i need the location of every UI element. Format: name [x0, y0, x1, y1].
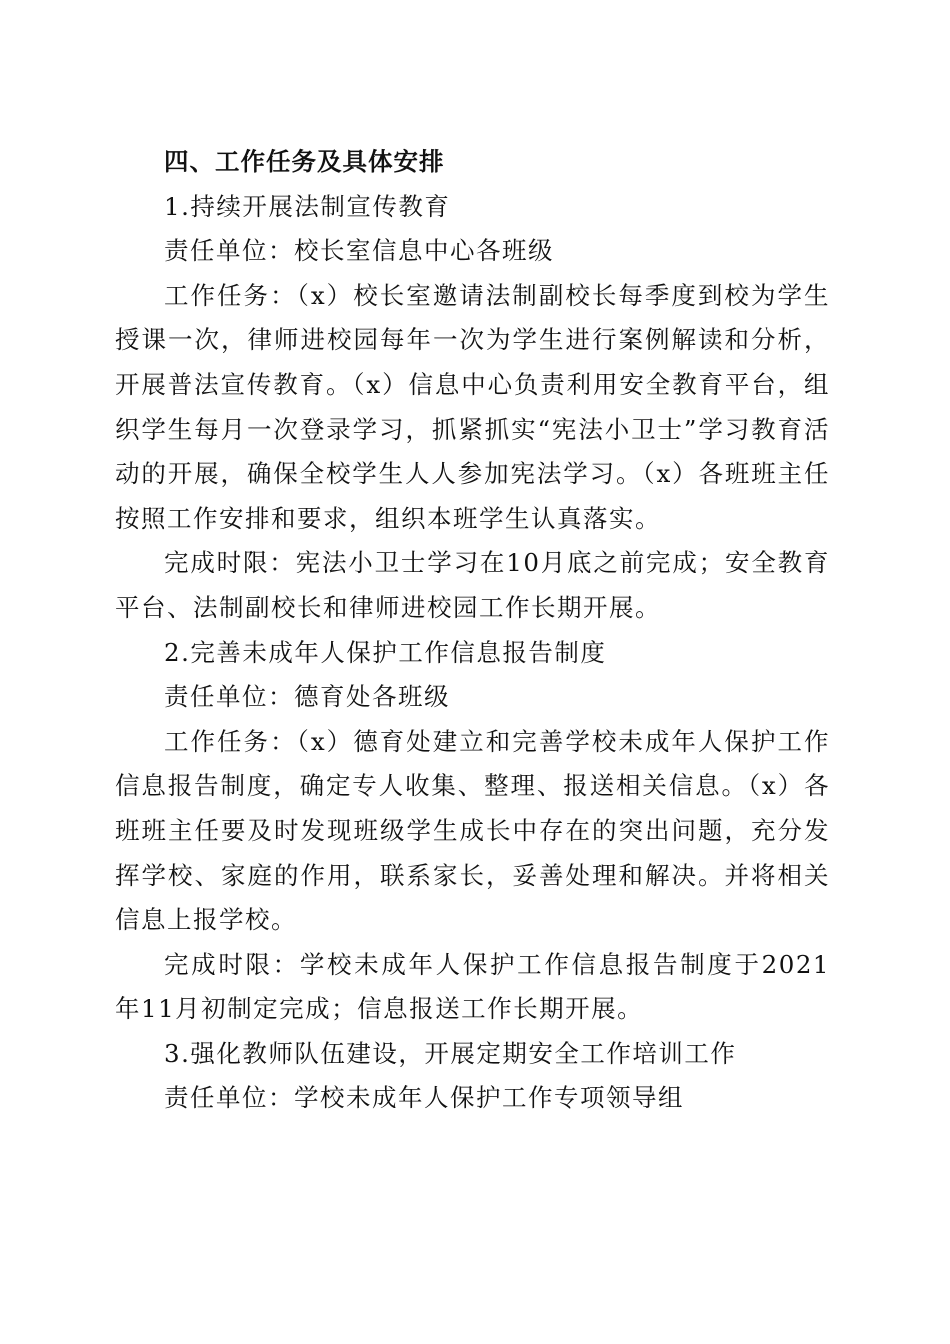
responsible-unit: 责任单位：学校未成年人保护工作专项领导组 [164, 1083, 684, 1113]
responsible-unit: 责任单位：德育处各班级 [164, 682, 450, 712]
responsible-unit: 责任单位：校长室信息中心各班级 [164, 236, 554, 266]
task-paragraph: 工作任务：（x）德育处建立和完善学校未成年人保护工作信息报告制度，确定专人收集、整理、报送相关信息。（x）各班班主任要及时发现班级学生成长中存在的突出问题，充分发挥学校、家庭的作用，联系家长，妥善处理和解决。并将相关信息上报学校。 [115, 726, 830, 935]
subsection-title: 3.强化教师队伍建设，开展定期安全工作培训工作 [164, 1038, 737, 1068]
subsection-title: 1.持续开展法制宣传教育 [164, 191, 451, 221]
deadline-paragraph: 完成时限：学校未成年人保护工作信息报告制度于2021年11月初制定完成；信息报送工作长期开展。 [115, 949, 830, 1024]
section-heading: 四、工作任务及具体安排 [164, 147, 445, 176]
deadline-paragraph: 完成时限：宪法小卫士学习在10月底之前完成；安全教育平台、法制副校长和律师进校园工作长期开展。 [115, 548, 830, 622]
document-body [115, 140, 830, 1121]
task-paragraph: 工作任务：（x）校长室邀请法制副校长每季度到校为学生授课一次，律师进校园每年一次为学生进行案例解读和分析，开展普法宣传教育。（x）信息中心负责利用安全教育平台，组织学生每月一次登录学习，抓紧抓实“宪法小卫士”学习教育活动的开展，确保全校学生人人参加宪法学习。（x）各班班主任按照工作安排和要求，组织本班学生认真落实。 [115, 280, 830, 533]
subsection-title: 2.完善未成年人保护工作信息报告制度 [164, 637, 607, 667]
